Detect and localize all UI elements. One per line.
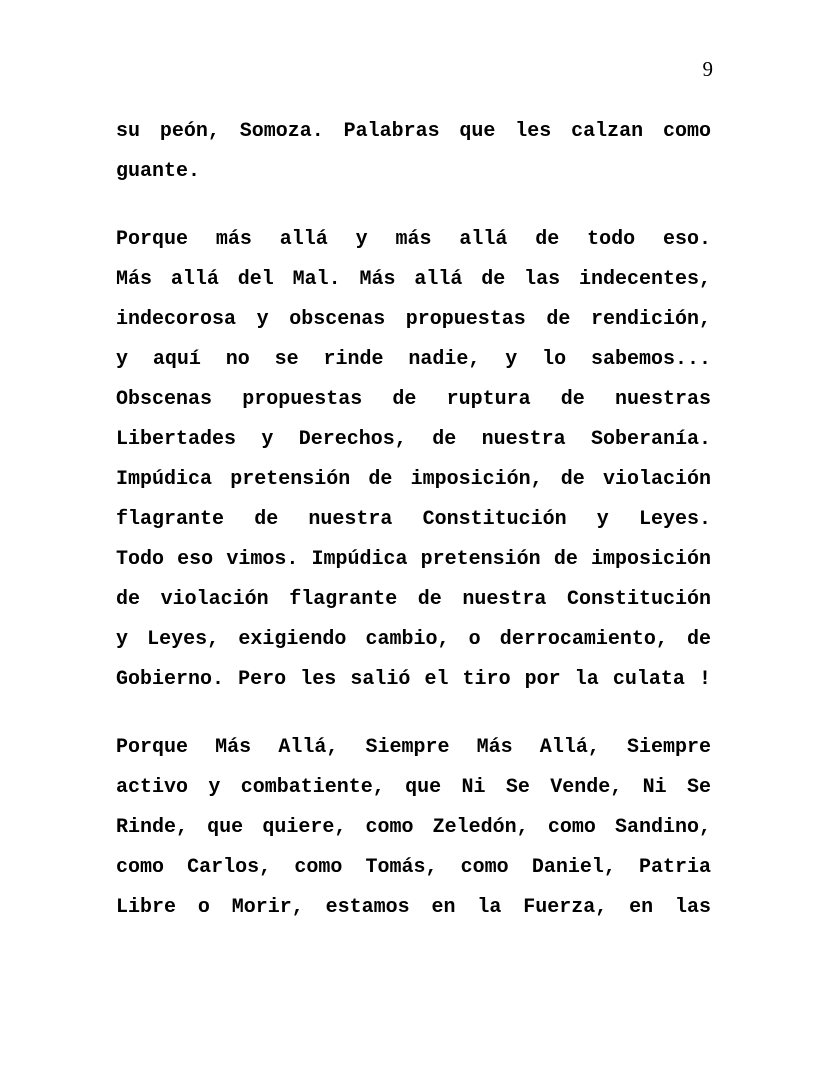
text-line: Todo eso vimos. Impúdica pretensión de imposición [116, 548, 711, 571]
text-line: y aquí no se rinde nadie, y lo sabemos... [116, 348, 711, 371]
document-text-body [116, 112, 711, 928]
text-line: como Carlos, como Tomás, como Daniel, Patria [116, 856, 711, 879]
text-line: Libre o Morir, estamos en la Fuerza, en las [116, 896, 711, 919]
text-line: Gobierno. Pero les salió el tiro por la culata ! [116, 668, 711, 691]
paragraph [116, 112, 711, 192]
text-line: guante. [116, 160, 201, 183]
text-line: Rinde, que quiere, como Zeledón, como Sandino, [116, 816, 711, 839]
text-line: flagrante de nuestra Constitución y Leyes. [116, 508, 711, 531]
text-line: Más allá del Mal. Más allá de las indecentes, [116, 268, 711, 291]
text-line: Porque más allá y más allá de todo eso. [116, 228, 711, 251]
text-line: y Leyes, exigiendo cambio, o derrocamiento, de [116, 628, 711, 651]
paragraph [116, 728, 711, 928]
page-number: 9 [702, 57, 713, 81]
text-line: activo y combatiente, que Ni Se Vende, Ni Se [116, 776, 711, 799]
text-line: su peón, Somoza. Palabras que les calzan como [116, 120, 711, 143]
text-line: indecorosa y obscenas propuestas de rendición, [116, 308, 711, 331]
text-line: de violación flagrante de nuestra Constitución [116, 588, 711, 611]
text-line: Porque Más Allá, Siempre Más Allá, Siempre [116, 736, 711, 759]
text-line: Libertades y Derechos, de nuestra Soberanía. [116, 428, 711, 451]
text-line: Impúdica pretensión de imposición, de violación [116, 468, 711, 491]
paragraph [116, 220, 711, 700]
text-line: Obscenas propuestas de ruptura de nuestras [116, 388, 711, 411]
